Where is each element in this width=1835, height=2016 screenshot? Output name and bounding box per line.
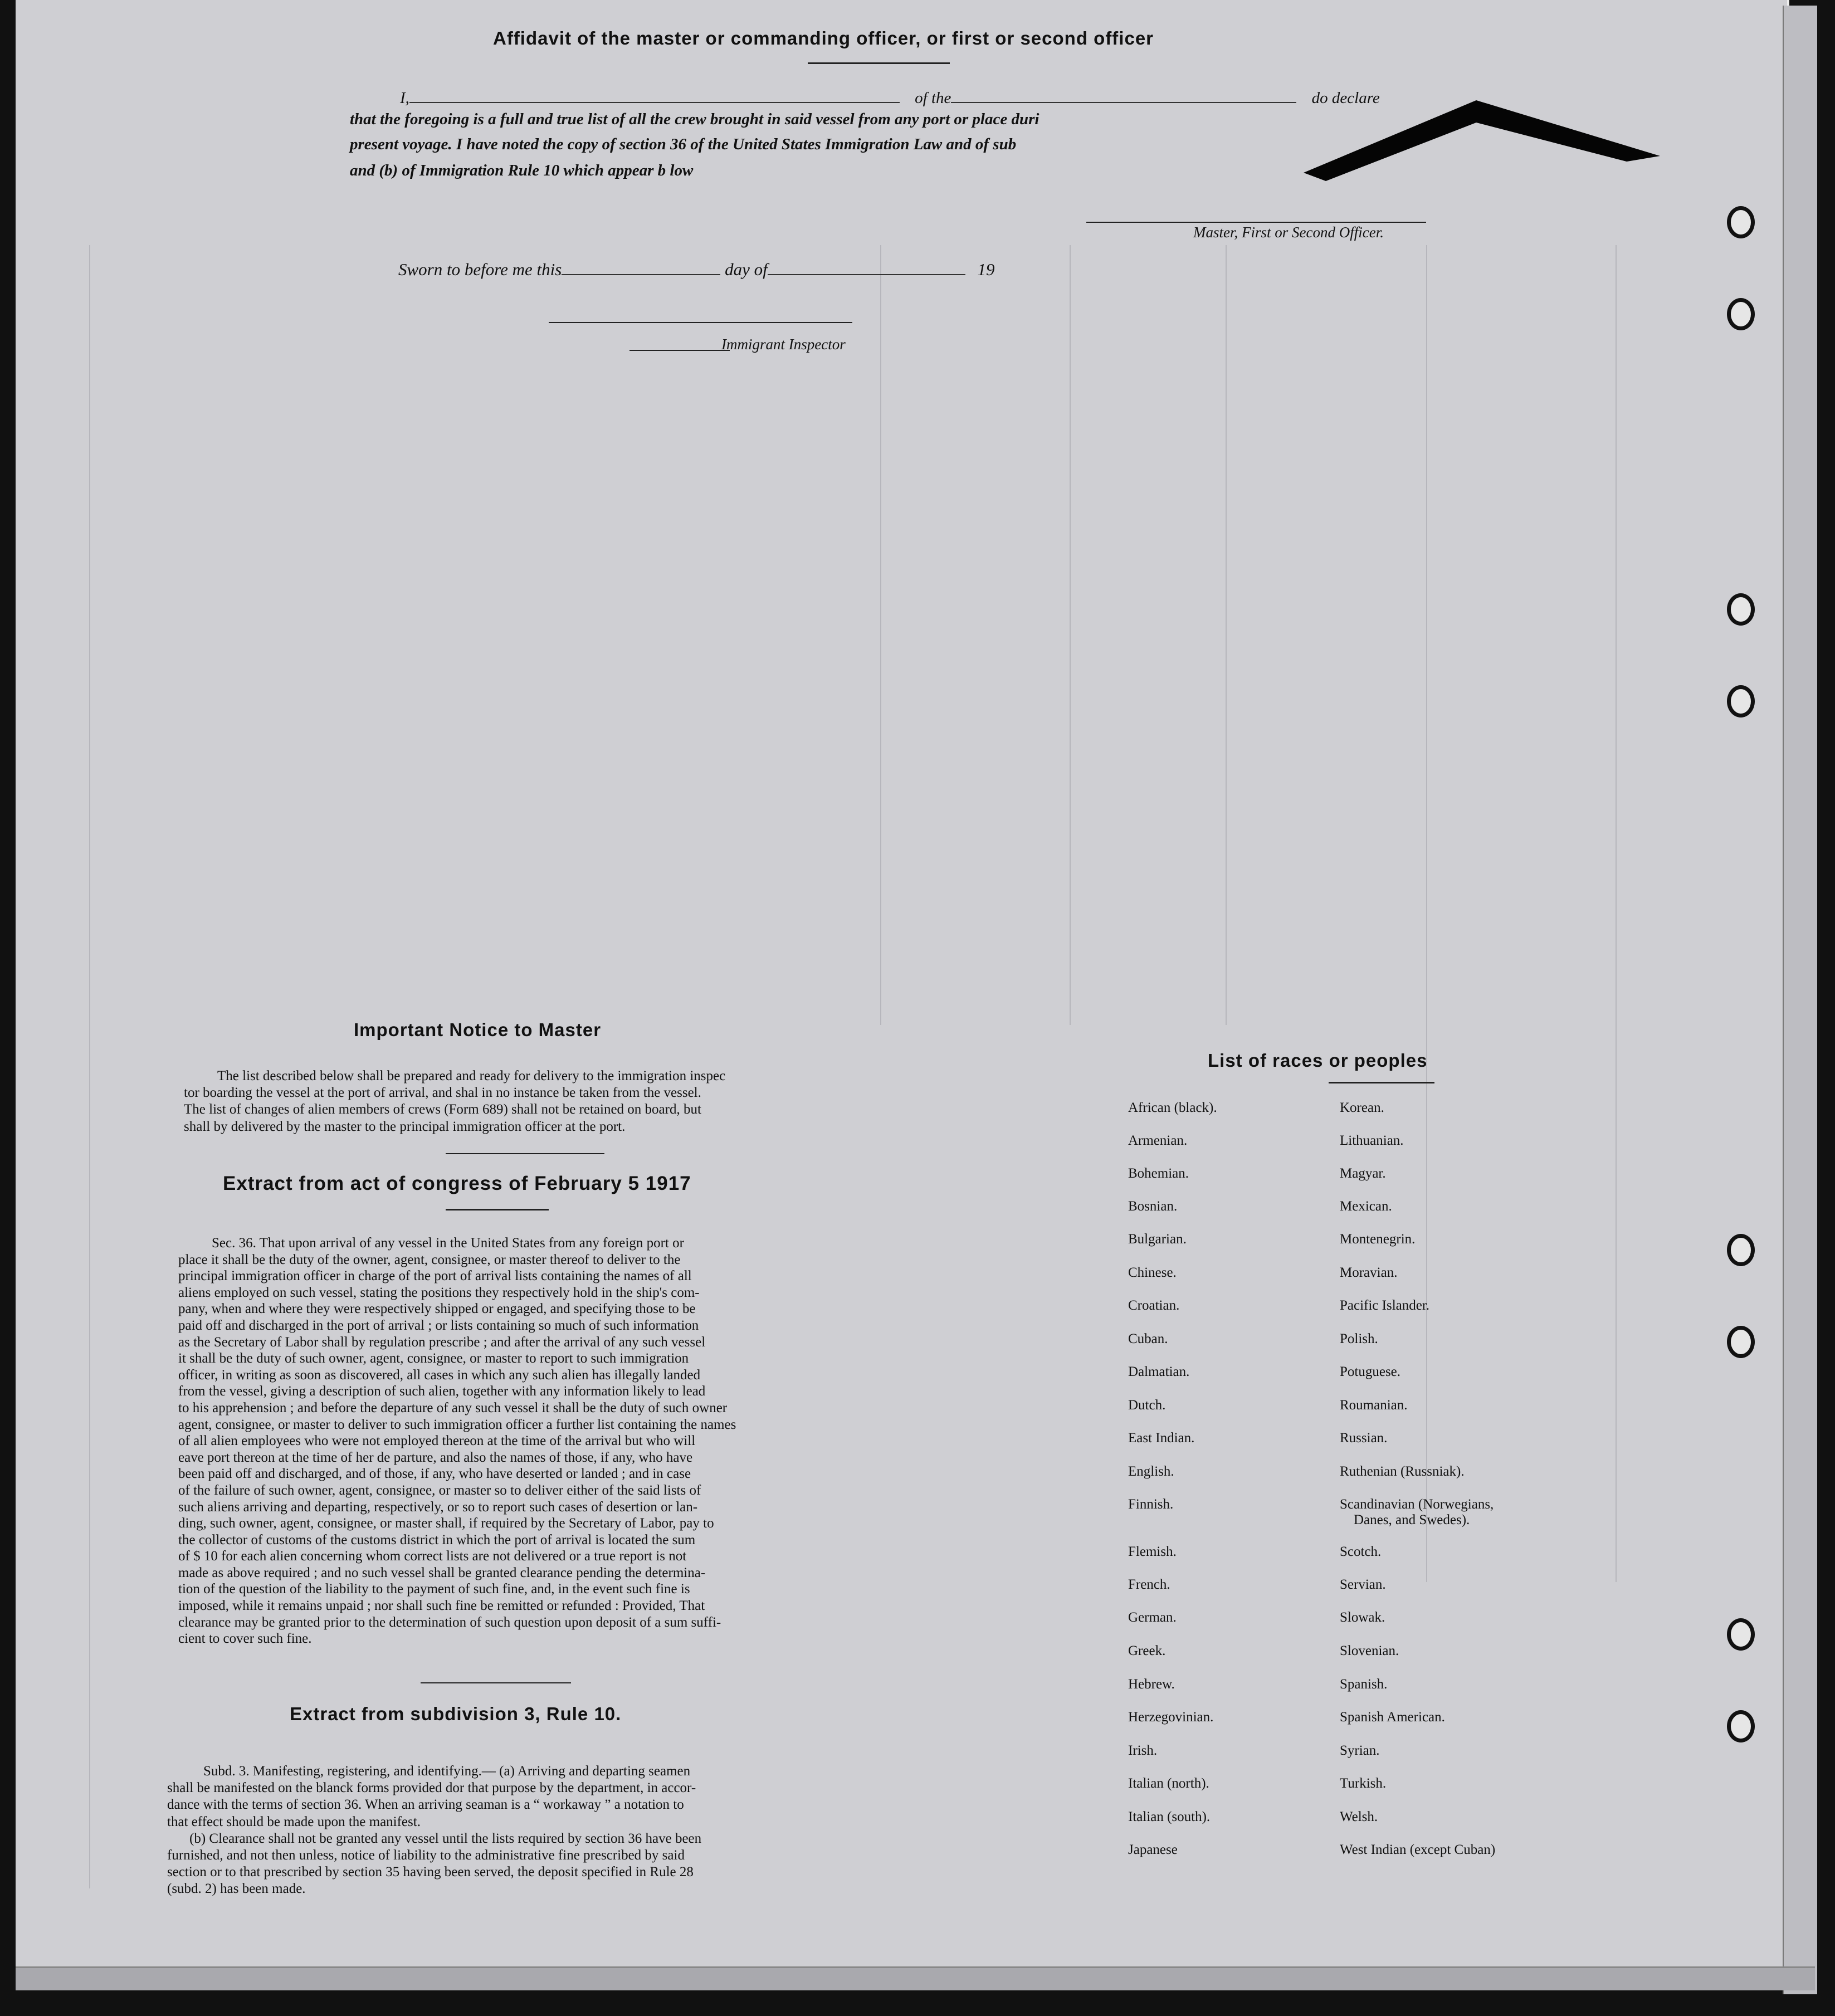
race-item: Spanish. (1340, 1677, 1388, 1692)
rule-line: dance with the terms of section 36. When an arriving seaman is a “ workaway ” a notation to (167, 1797, 684, 1813)
race-item: Syrian. (1340, 1743, 1380, 1758)
sworn-line (398, 257, 994, 280)
race-item: West Indian (except Cuban) (1340, 1842, 1496, 1857)
act-line: been paid off and discharged, and of those, if any, who have deserted or landed ; and in case (178, 1466, 691, 1482)
act-line: ding, such owner, agent, consignee, or master shall, if required by the Secretary of Labor, pay to (178, 1516, 714, 1531)
binder-hole-icon (1727, 298, 1755, 330)
race-item: Flemish. (1128, 1544, 1177, 1559)
race-item: Cuban. (1128, 1331, 1168, 1346)
binder-hole-icon (1727, 593, 1755, 626)
binder-hole-icon (1727, 1234, 1755, 1266)
race-item: Slovenian. (1340, 1643, 1399, 1658)
act-line: imposed, while it remains unpaid ; nor shall such fine be remitted or refunded : Provided, That (178, 1598, 705, 1614)
notice-line: The list of changes of alien members of crews (Form 689) shall not be retained on board, but (184, 1102, 701, 1117)
affidavit-line-2: that the foregoing is a full and true list of all the crew brought in said vessel from any port or place duri (350, 110, 1039, 128)
act-line: aliens employed on such vessel, stating the positions they respectively hold in the ship's com- (178, 1285, 700, 1300)
act-line: made as above required ; and no such vessel shall be granted clearance pending the determina- (178, 1565, 706, 1580)
binder-hole-icon (1727, 1326, 1755, 1358)
race-item: Potuguese. (1340, 1364, 1401, 1379)
act-line: paid off and discharged in the port of arrival ; or lists containing so much of such information (178, 1317, 699, 1333)
race-item: Magyar. (1340, 1166, 1386, 1181)
name-blank (409, 85, 900, 103)
title-underline (446, 1209, 549, 1210)
day-of-text: day of (725, 260, 768, 279)
races-title: List of races or peoples (1208, 1050, 1428, 1071)
notice-line: The list described below shall be prepared and ready for delivery to the immigration inspec (217, 1068, 726, 1083)
master-label: Master, First or Second Officer. (1193, 224, 1384, 241)
act-line: pany, when and where they were respectively shipped or engaged, and specifying those to be (178, 1301, 696, 1317)
affidavit-line-3: present voyage. I have noted the copy of section 36 of the United States Immigration Law and of sub (350, 135, 1017, 153)
act-line: eave port thereon at the time of her de parture, and also the names of those, if any, who have (178, 1449, 693, 1465)
bleed-line (89, 245, 90, 1888)
affidavit-i: I, (400, 89, 409, 107)
act-line: clearance may be granted prior to the determination of such question upon deposit of a sum suffi- (178, 1614, 721, 1630)
race-item: Bohemian. (1128, 1166, 1189, 1181)
inspector-label: Immigrant Inspector (721, 336, 846, 353)
rule-line: Subd. 3. Manifesting, registering, and identifying.— (a) Arriving and departing seamen (203, 1764, 691, 1779)
act-line: the collector of customs of the customs district in which the port of arrival is located the sum (178, 1532, 696, 1548)
inspector-line-short (629, 350, 730, 351)
race-item: Scandinavian (Norwegians, (1340, 1497, 1494, 1512)
race-item: Slowak. (1340, 1610, 1385, 1625)
race-item: Ruthenian (Russniak). (1340, 1464, 1465, 1479)
race-item: Bosnian. (1128, 1199, 1178, 1214)
race-item: Pacific Islander. (1340, 1298, 1430, 1313)
race-item: English. (1128, 1464, 1174, 1479)
binder-hole-icon (1727, 206, 1755, 238)
page-edge (1783, 6, 1817, 1994)
race-item: Welsh. (1340, 1809, 1378, 1824)
rule-line: shall be manifested on the blanck forms provided dor that purpose by the department, in accor- (167, 1780, 696, 1796)
act-line: tion of the question of the liability to the payment of such fine, and, in the event such fine is (178, 1581, 690, 1597)
notice-title: Important Notice to Master (354, 1019, 602, 1040)
race-item: Moravian. (1340, 1265, 1398, 1280)
notice-line: tor boarding the vessel at the port of arrival, and shal in no instance be taken from the vessel. (184, 1085, 701, 1101)
race-item: Greek. (1128, 1643, 1166, 1658)
act-line: place it shall be the duty of the owner, agent, consignee, or master thereof to deliver to the (178, 1252, 681, 1267)
act-line: such aliens arriving and departing, respectively, or so to report such cases of desertion or lan- (178, 1499, 698, 1515)
rule-line: section or to that prescribed by section 35 having been served, the deposit specified in Rule 28 (167, 1864, 694, 1880)
day-blank (562, 257, 720, 275)
sworn-text: Sworn to before me this (398, 260, 562, 279)
act-line: agent, consignee, or master to deliver to such immigration officer a further list containing the names (178, 1417, 736, 1432)
notice-line: shall by delivered by the master to the principal immigration officer at the port. (184, 1119, 626, 1134)
race-item: Mexican. (1340, 1199, 1392, 1214)
binder-hole-icon (1727, 1618, 1755, 1651)
affidavit-title: Affidavit of the master or commanding officer, or first or second officer (493, 28, 1154, 48)
affidavit-line-1 (400, 85, 1380, 108)
race-item: Dalmatian. (1128, 1364, 1190, 1379)
rule-line: that effect should be made upon the manifest. (167, 1814, 421, 1829)
bleed-line (1226, 245, 1227, 1025)
act-line: principal immigration officer in charge of the port of arrival lists containing the names of all (178, 1268, 692, 1284)
bleed-line (880, 245, 881, 1025)
race-item-continued: Danes, and Swedes). (1354, 1512, 1470, 1527)
race-item: German. (1128, 1610, 1177, 1625)
race-item: Finnish. (1128, 1497, 1174, 1512)
extract-act-title: Extract from act of congress of February 5 1917 (223, 1173, 691, 1194)
race-item: Italian (north). (1128, 1776, 1209, 1791)
act-line: of the failure of such owner, agent, consignee, or master so to deliver either of the said lists of (178, 1482, 701, 1498)
race-item: East Indian. (1128, 1431, 1195, 1446)
binder-hole-icon (1727, 1710, 1755, 1742)
race-item: Bulgarian. (1128, 1232, 1187, 1247)
bleed-line (1616, 245, 1617, 1582)
act-line: to his apprehension ; and before the departure of any such vessel it shall be the duty of such owner (178, 1400, 728, 1415)
vessel-blank (951, 85, 1296, 103)
document-page (16, 0, 1789, 1980)
race-item: Japanese (1128, 1842, 1178, 1857)
race-item: Roumanian. (1340, 1398, 1408, 1413)
notice-text (184, 1068, 824, 1135)
act-line: it shall be the duty of such owner, agent, consignee, or master to report to such immigration (178, 1351, 689, 1366)
race-item: Croatian. (1128, 1298, 1180, 1313)
race-item: Chinese. (1128, 1265, 1177, 1280)
month-blank (768, 257, 965, 275)
race-item: Russian. (1340, 1431, 1388, 1446)
race-item: Herzegovinian. (1128, 1710, 1214, 1725)
title-underline (808, 62, 950, 64)
binder-hole-icon (1727, 685, 1755, 717)
act-line: cient to cover such fine. (178, 1631, 312, 1647)
rule-line: (subd. 2) has been made. (167, 1881, 306, 1897)
race-item: Scotch. (1340, 1544, 1382, 1559)
race-item: Turkish. (1340, 1776, 1387, 1791)
act-line: of all alien employees who were not employed thereon at the time of the arrival but who will (178, 1433, 696, 1449)
race-item: Servian. (1340, 1577, 1386, 1592)
race-item: Spanish American. (1340, 1710, 1445, 1725)
year-text: 19 (977, 260, 995, 279)
race-item: Armenian. (1128, 1133, 1188, 1148)
rule-line: (b) Clearance shall not be granted any vessel until the lists required by section 36 have been (189, 1830, 702, 1846)
bleed-line (1426, 245, 1427, 1582)
act-line: as the Secretary of Labor shall by regulation prescribe ; and after the arrival of any such vessel (178, 1334, 706, 1350)
extract-rule-text (167, 1763, 816, 1898)
inspector-line (549, 322, 852, 323)
affidavit-declare: do declare (1311, 89, 1380, 107)
divider (421, 1682, 571, 1683)
title-underline (1329, 1082, 1434, 1083)
act-line: officer, in writing as soon as discovered, all cases in which any such alien has illegally landed (178, 1367, 701, 1383)
divider (446, 1153, 604, 1154)
race-item: Lithuanian. (1340, 1133, 1404, 1148)
race-item: Montenegrin. (1340, 1232, 1416, 1247)
act-line: Sec. 36. That upon arrival of any vessel in the United States from any foreign port or (212, 1236, 684, 1251)
act-line: from the vessel, giving a description of such alien, together with any information likely to lead (178, 1384, 706, 1399)
race-item: Polish. (1340, 1331, 1378, 1346)
race-item: Irish. (1128, 1743, 1158, 1758)
race-item: Korean. (1340, 1100, 1384, 1115)
affidavit-line-4: and (b) of Immigration Rule 10 which appear b low (350, 162, 694, 179)
extract-act-text (178, 1235, 820, 1647)
bleed-line (1070, 245, 1071, 1025)
race-item: Italian (south). (1128, 1809, 1211, 1824)
race-item: French. (1128, 1577, 1170, 1592)
page-bottom-edge (16, 1966, 1815, 1990)
race-item: African (black). (1128, 1100, 1217, 1115)
affidavit-of-the: of the (915, 89, 951, 107)
race-item: Hebrew. (1128, 1677, 1175, 1692)
rule-line: furnished, and not then unless, notice of liability to the administrative fine prescribed by said (167, 1848, 685, 1863)
extract-rule-title: Extract from subdivision 3, Rule 10. (290, 1703, 622, 1724)
race-item: Dutch. (1128, 1398, 1166, 1413)
act-line: of $ 10 for each alien concerning whom correct lists are not delivered or a true report is not (178, 1549, 687, 1564)
master-signature-line (1086, 222, 1426, 223)
